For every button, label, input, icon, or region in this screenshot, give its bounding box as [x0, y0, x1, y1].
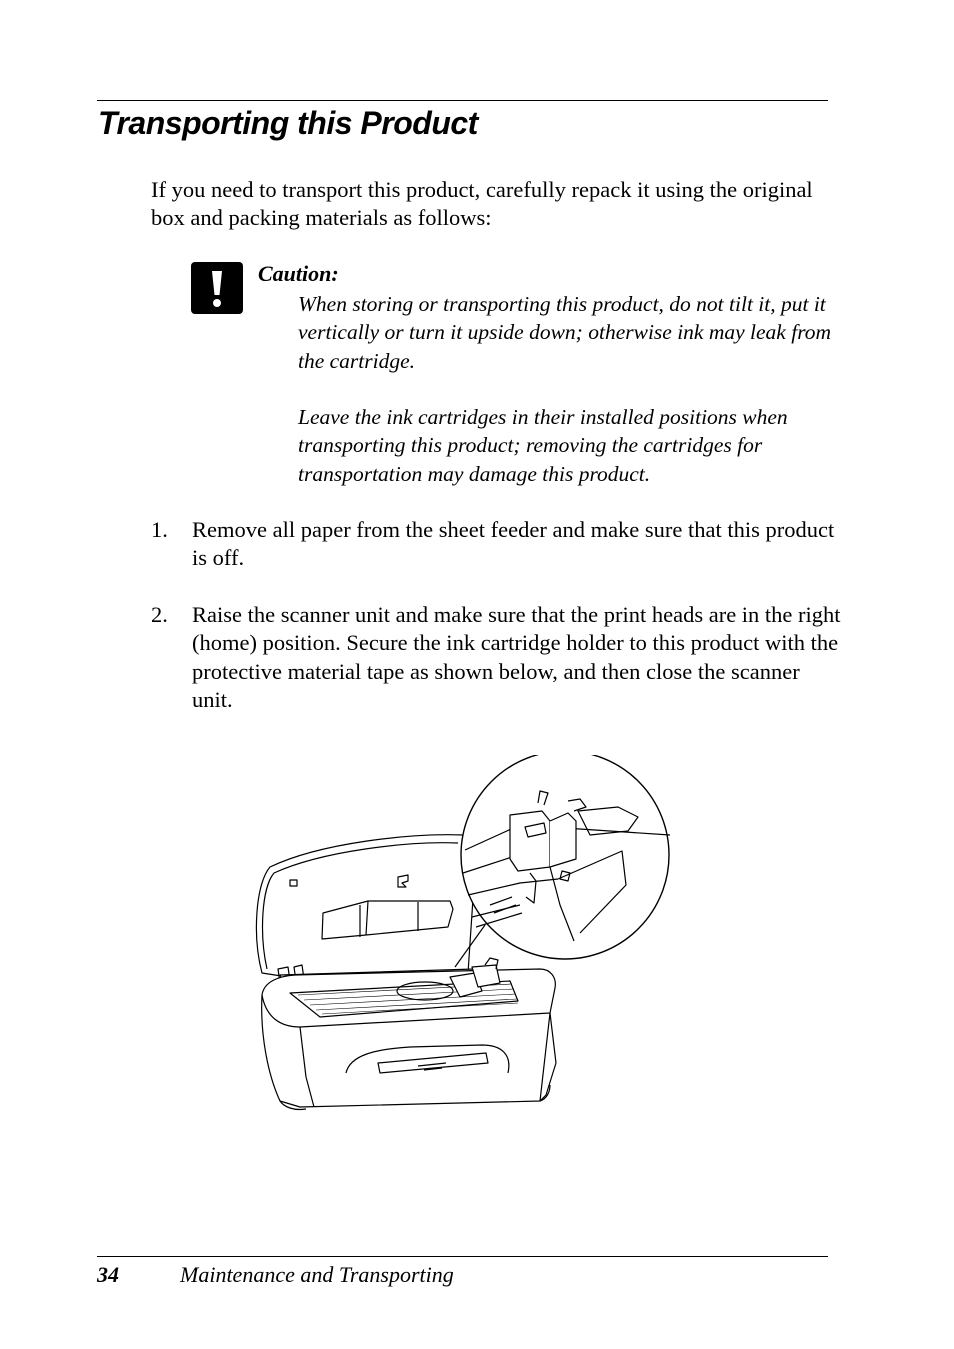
- caution-label: Caution:: [258, 261, 339, 286]
- caution-paragraph-2: Leave the ink cartridges in their installed positions when transporting this product; removing the cartridges for transportation may damage this product.: [298, 405, 788, 486]
- page-number: 34: [97, 1262, 119, 1287]
- page-title: Transporting this Product: [98, 105, 478, 141]
- step-1-number: 1.: [151, 517, 168, 542]
- step-1-text: Remove all paper from the sheet feeder and make sure that this product is off.: [192, 517, 835, 571]
- printer-illustration: [250, 755, 680, 1120]
- step-2-text: Raise the scanner unit and make sure that the print heads are in the right (home) position. Secure the ink cartridge holder to this product with the protective material tape as shown below, and then close the scanner unit.: [192, 602, 841, 712]
- caution-icon: [191, 262, 243, 314]
- footer-rule: [97, 1256, 828, 1257]
- caution-paragraph-1: When storing or transporting this product, do not tilt it, put it vertically or turn it upside down; otherwise ink may leak from the cartridge.: [298, 292, 832, 373]
- step-2-number: 2.: [151, 602, 168, 627]
- intro-paragraph: If you need to transport this product, carefully repack it using the original box and packing materials as follows:: [151, 177, 813, 231]
- footer-section-title: Maintenance and Transporting: [180, 1262, 454, 1287]
